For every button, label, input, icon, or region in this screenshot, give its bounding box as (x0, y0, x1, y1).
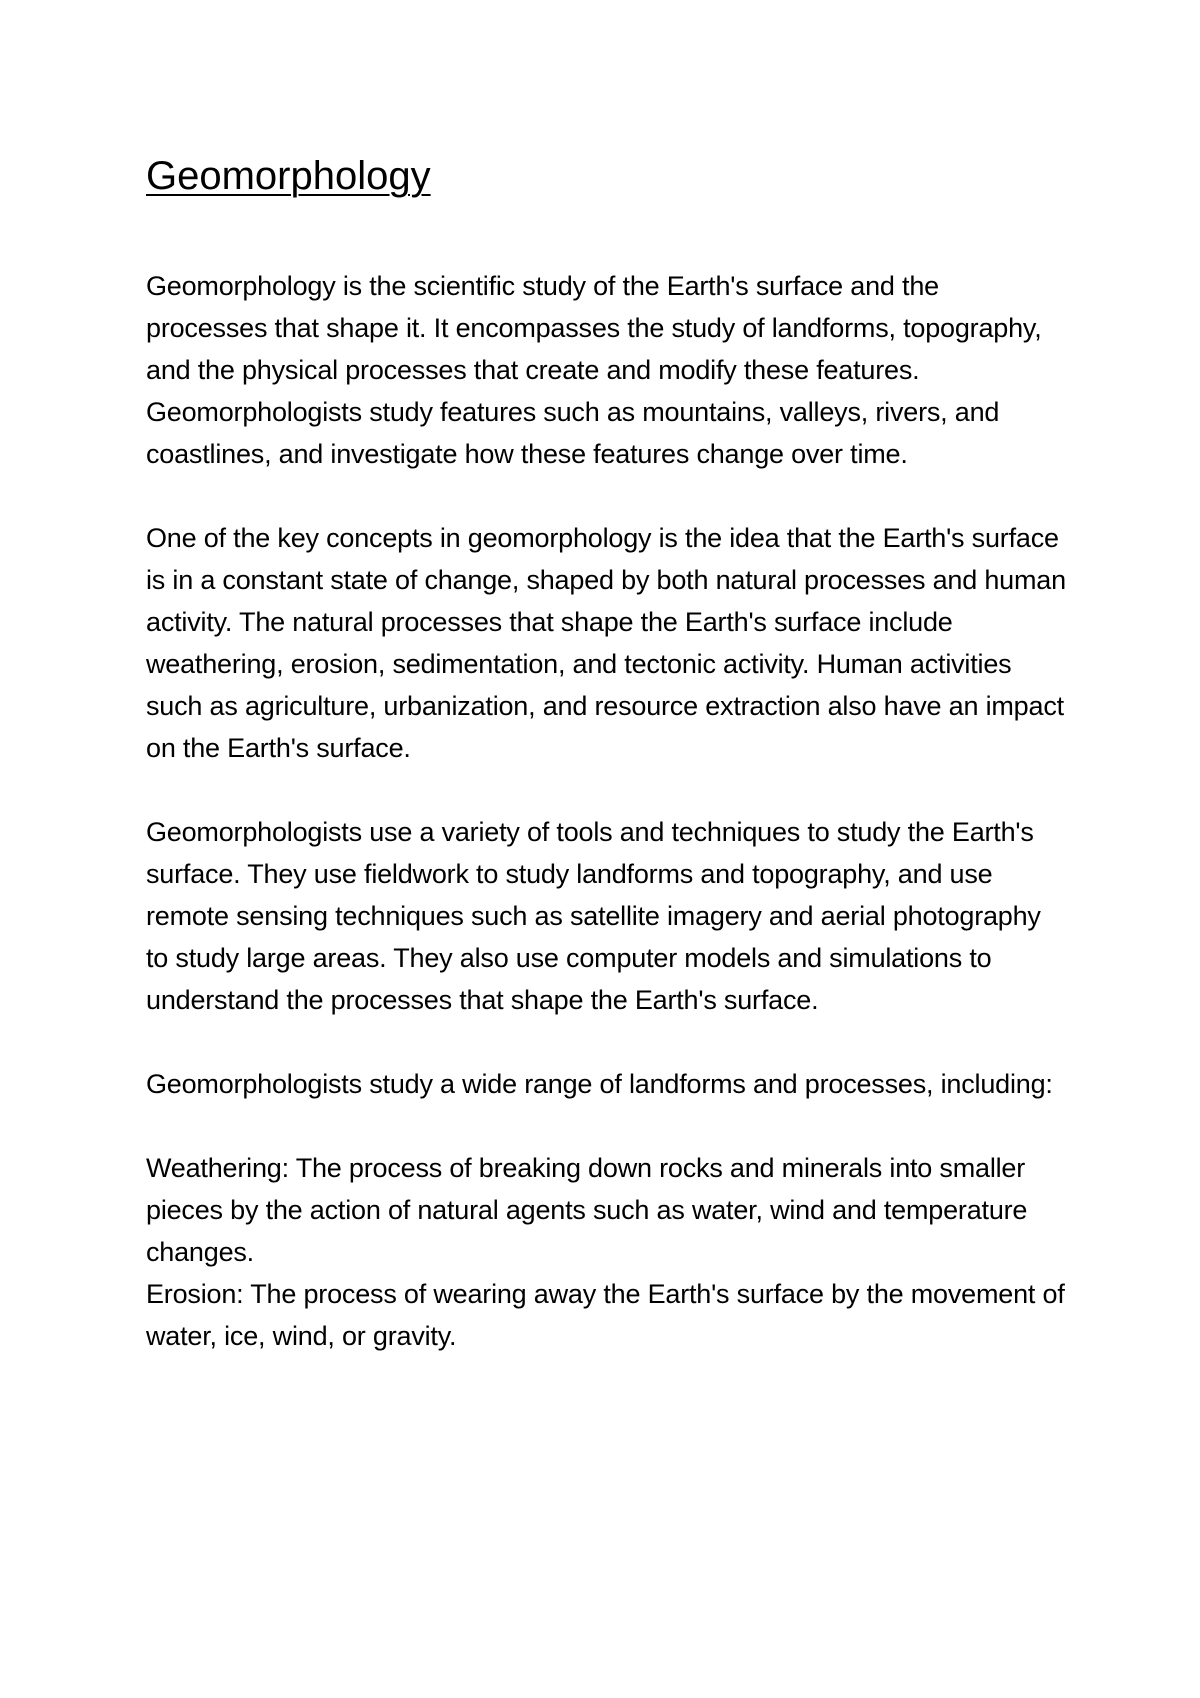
document-body (146, 150, 1066, 1357)
paragraph-weathering: Weathering: The process of breaking down rocks and minerals into smaller pieces by the action of natural agents such as water, wind and temperature changes. (146, 1153, 1028, 1267)
paragraph-landforms-intro: Geomorphologists study a wide range of landforms and processes, including: (146, 1069, 1053, 1099)
paragraph-tools-techniques: Geomorphologists use a variety of tools and techniques to study the Earth's surface. They use fieldwork to study landforms and topography, and use remote sensing techniques such as satellite imagery and aerial photography to study large areas. They also use computer models and simulations to understand the processes that shape the Earth's surface. (146, 817, 1041, 1015)
document-title: Geomorphology (146, 154, 431, 198)
paragraph-erosion: Erosion: The process of wearing away the Earth's surface by the movement of water, ice, wind, or gravity. (146, 1279, 1065, 1351)
paragraph-definition: Geomorphology is the scientific study of the Earth's surface and the processes that shape it. It encompasses the study of landforms, topography, and the physical processes that create and modify these features. Geomorphologists study features such as mountains, valleys, rivers, and coastlines, and investigate how these features change over time. (146, 271, 1042, 469)
paragraph-key-concepts: One of the key concepts in geomorphology is the idea that the Earth's surface is in a constant state of change, shaped by both natural processes and human activity. The natural processes that shape the Earth's surface include weathering, erosion, sedimentation, and tectonic activity. Human activities such as agriculture, urbanization, and resource extraction also have an impact on the Earth's surface. (146, 523, 1066, 763)
